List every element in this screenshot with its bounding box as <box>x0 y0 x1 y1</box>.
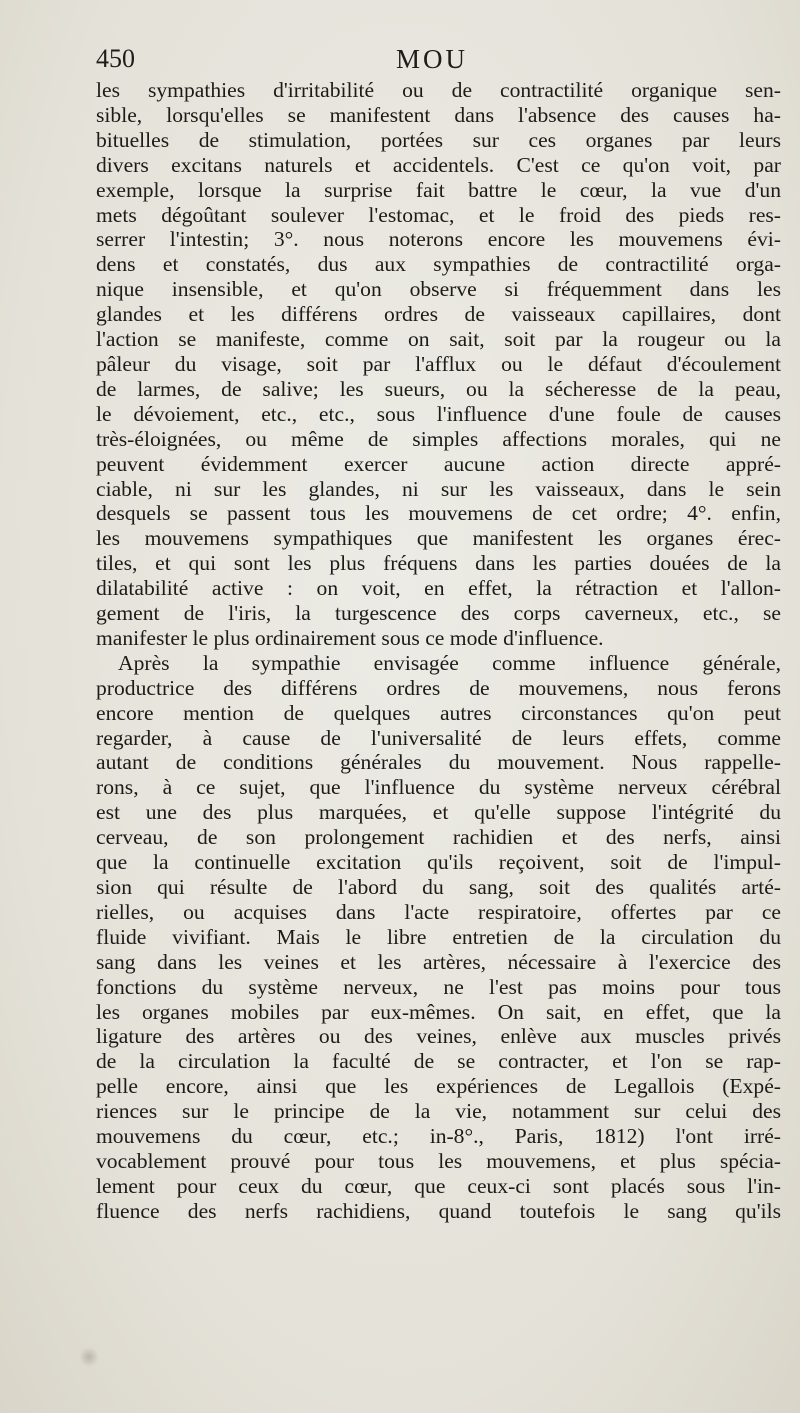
text-line: dilatabilité active : on voit, en effet, la rétraction et l'allon- <box>96 576 781 601</box>
text-line: de larmes, de salive; les sueurs, ou la sécheresse de la peau, <box>96 376 781 401</box>
text-line: fluence des nerfs rachidiens, quand toutefois le sang qu'ils <box>96 1198 781 1223</box>
text-line: ligature des artères ou des veines, enlève aux muscles privés <box>96 1024 781 1049</box>
text-line: dens et constatés, dus aux sympathies de contractilité orga- <box>96 252 781 277</box>
paragraph <box>96 651 781 1224</box>
text-line: peuvent évidemment exercer aucune action directe appré- <box>96 451 781 476</box>
text-line: très-éloignées, ou même de simples affections morales, qui ne <box>96 426 781 451</box>
text-line: sang dans les veines et les artères, nécessaire à l'exercice des <box>96 949 781 974</box>
text-line: tiles, et qui sont les plus fréquens dans les parties douées de la <box>96 551 781 576</box>
text-line: les mouvemens sympathiques que manifestent les organes érec- <box>96 526 781 551</box>
text-line: rielles, ou acquises dans l'acte respiratoire, offertes par ce <box>96 899 781 924</box>
text-line: Après la sympathie envisagée comme influence générale, <box>118 650 781 675</box>
text-line: autant de conditions générales du mouvement. Nous rappelle- <box>96 750 781 775</box>
ink-smudge <box>80 1346 98 1368</box>
text-line: exemple, lorsque la surprise fait battre le cœur, la vue d'un <box>96 177 781 202</box>
text-line: cerveau, de son prolongement rachidien et des nerfs, ainsi <box>96 825 781 850</box>
text-line: nique insensible, et qu'on observe si fréquemment dans les <box>96 277 781 302</box>
text-line: pâleur du visage, soit par l'afflux ou le défaut d'écoulement <box>96 351 781 376</box>
text-line: les sympathies d'irritabilité ou de contractilité organique sen- <box>96 78 781 102</box>
text-line: que la continuelle excitation qu'ils reçoivent, soit de l'impul- <box>96 850 781 875</box>
text-line: lement pour ceux du cœur, que ceux-ci sont placés sous l'in- <box>96 1173 781 1198</box>
text-line: productrice des différens ordres de mouvemens, nous ferons <box>96 675 781 700</box>
text-line: pelle encore, ainsi que les expériences de Legallois (Expé- <box>96 1074 781 1099</box>
body-text <box>96 78 781 1224</box>
text-line: glandes et les différens ordres de vaisseaux capillaires, dont <box>96 302 781 327</box>
text-line: manifester le plus ordinairement sous ce mode d'influence. <box>96 625 604 650</box>
text-line: l'action se manifeste, comme on sait, soit par la rougeur ou la <box>96 327 781 352</box>
text-line: gement de l'iris, la turgescence des corps caverneux, etc., se <box>96 601 781 626</box>
text-line: ciable, ni sur les glandes, ni sur les vaisseaux, dans le sein <box>96 476 781 501</box>
running-headword: MOU <box>396 44 469 74</box>
text-line: mouvemens du cœur, etc.; in-8°., Paris, 1812) l'ont irré- <box>96 1124 781 1149</box>
text-line: regarder, à cause de l'universalité de leurs effets, comme <box>96 725 781 750</box>
text-line: riences sur le principe de la vie, notamment sur celui des <box>96 1099 781 1124</box>
page-number: 450 <box>96 44 135 73</box>
text-line: sible, lorsqu'elles se manifestent dans l'absence des causes ha- <box>96 102 781 127</box>
text-line: fluide vivifiant. Mais le libre entretien de la circulation du <box>96 924 781 949</box>
text-line: fonctions du système nerveux, ne l'est pas moins pour tous <box>96 974 781 999</box>
text-line: vocablement prouvé pour tous les mouvemens, et plus spécia- <box>96 1148 781 1173</box>
text-line: encore mention de quelques autres circonstances qu'on peut <box>96 700 781 725</box>
text-line: mets dégoûtant soulever l'estomac, et le froid des pieds res- <box>96 202 781 227</box>
text-line: desquels se passent tous les mouvemens de cet ordre; 4°. enfin, <box>96 501 781 526</box>
text-line: de la circulation la faculté de se contracter, et l'on se rap- <box>96 1049 781 1074</box>
text-line: divers excitans naturels et accidentels. C'est ce qu'on voit, par <box>96 152 781 177</box>
text-line: rons, à ce sujet, que l'influence du système nerveux cérébral <box>96 775 781 800</box>
text-line: bituelles de stimulation, portées sur ces organes par leurs <box>96 127 781 152</box>
text-line: le dévoiement, etc., etc., sous l'influence d'une foule de causes <box>96 401 781 426</box>
text-line: est une des plus marquées, et qu'elle suppose l'intégrité du <box>96 800 781 825</box>
text-line: sion qui résulte de l'abord du sang, soit des qualités arté- <box>96 875 781 899</box>
paragraph <box>96 78 781 651</box>
text-line: serrer l'intestin; 3°. nous noterons encore les mouvemens évi- <box>96 227 781 252</box>
text-line: les organes mobiles par eux-mêmes. On sait, en effet, que la <box>96 999 781 1024</box>
